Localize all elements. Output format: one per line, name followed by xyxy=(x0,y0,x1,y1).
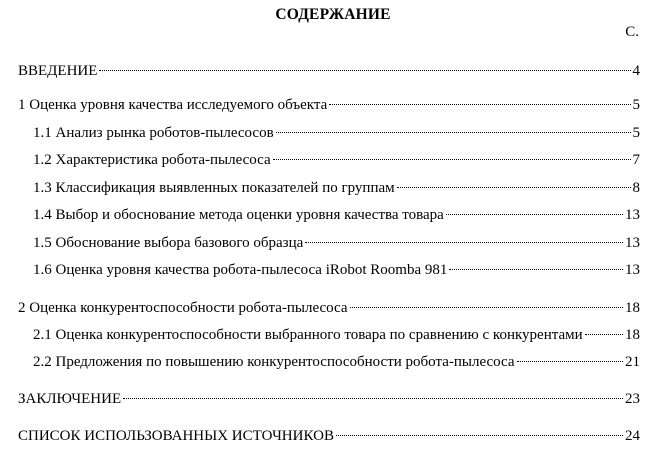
toc-entry-page: 5 xyxy=(632,97,640,113)
toc-entry-label: ЗАКЛЮЧЕНИЕ xyxy=(18,391,122,407)
toc-entry-label: СПИСОК ИСПОЛЬЗОВАННЫХ ИСТОЧНИКОВ xyxy=(18,428,334,444)
toc-entry-page: 13 xyxy=(625,262,640,278)
dot-leader xyxy=(305,242,623,243)
toc-entry-section-2-1[interactable] xyxy=(33,326,640,344)
toc-entry-page: 21 xyxy=(625,354,640,370)
toc-entry-introduction[interactable] xyxy=(18,62,640,80)
toc-entry-label: 2 Оценка конкурентоспособности робота-пылесоса xyxy=(18,300,348,316)
toc-entry-label: 1.1 Анализ рынка роботов-пылесосов xyxy=(33,125,274,141)
page-title: СОДЕРЖАНИЕ xyxy=(275,6,391,23)
toc-entry-label: 1.4 Выбор и обоснование метода оценки уровня качества товара xyxy=(33,207,444,223)
toc-entry-section-1[interactable] xyxy=(18,96,640,114)
toc-entry-page: 13 xyxy=(625,207,640,223)
dot-leader xyxy=(276,132,631,133)
toc-entry-page: 24 xyxy=(625,428,640,444)
toc-entry-section-1-4[interactable] xyxy=(33,206,640,224)
toc-entry-page: 5 xyxy=(632,125,640,141)
dot-leader xyxy=(123,398,623,399)
toc-entry-label: 2.1 Оценка конкурентоспособности выбранного товара по сравнению с конкурентами xyxy=(33,327,583,343)
dot-leader xyxy=(449,269,623,270)
toc-entry-page: 23 xyxy=(625,391,640,407)
toc-entry-page: 8 xyxy=(632,180,640,196)
dot-leader xyxy=(99,70,630,71)
dot-leader xyxy=(273,159,631,160)
toc-entry-section-1-1[interactable] xyxy=(33,124,640,142)
toc-entry-label: 1.5 Обоснование выбора базового образца xyxy=(33,235,304,251)
toc-entry-label: 1.6 Оценка уровня качества робота-пылесоса iRobot Roomba 981 xyxy=(33,262,448,278)
page-column-label: С. xyxy=(625,24,639,40)
toc-entry-section-1-5[interactable] xyxy=(33,234,640,252)
dot-leader xyxy=(336,435,623,436)
toc-entry-label: 1 Оценка уровня качества исследуемого объекта xyxy=(18,97,328,113)
toc-entry-label: 1.3 Классификация выявленных показателей по группам xyxy=(33,180,395,196)
toc-entry-section-1-6[interactable] xyxy=(33,261,640,279)
dot-leader xyxy=(329,104,630,105)
toc-entry-section-2[interactable] xyxy=(18,299,640,317)
dot-leader xyxy=(517,361,623,362)
toc-entry-label: 2.2 Предложения по повышению конкурентоспособности робота-пылесоса xyxy=(33,354,515,370)
toc-entry-page: 18 xyxy=(625,327,640,343)
dot-leader xyxy=(446,214,623,215)
toc-entry-conclusion[interactable] xyxy=(18,390,640,408)
toc-entry-section-1-3[interactable] xyxy=(33,179,640,197)
toc-entry-section-1-2[interactable] xyxy=(33,151,640,169)
toc-entry-section-2-2[interactable] xyxy=(33,353,640,371)
toc-entry-page: 13 xyxy=(625,235,640,251)
toc-entry-page: 4 xyxy=(632,63,640,79)
dot-leader xyxy=(397,187,631,188)
dot-leader xyxy=(350,307,623,308)
toc-entry-page: 7 xyxy=(632,152,640,168)
toc-entry-page: 18 xyxy=(625,300,640,316)
toc-entry-label: ВВЕДЕНИЕ xyxy=(18,63,98,79)
dot-leader xyxy=(585,334,623,335)
toc-entry-references[interactable] xyxy=(18,427,640,445)
toc-entry-label: 1.2 Характеристика робота-пылесоса xyxy=(33,152,271,168)
